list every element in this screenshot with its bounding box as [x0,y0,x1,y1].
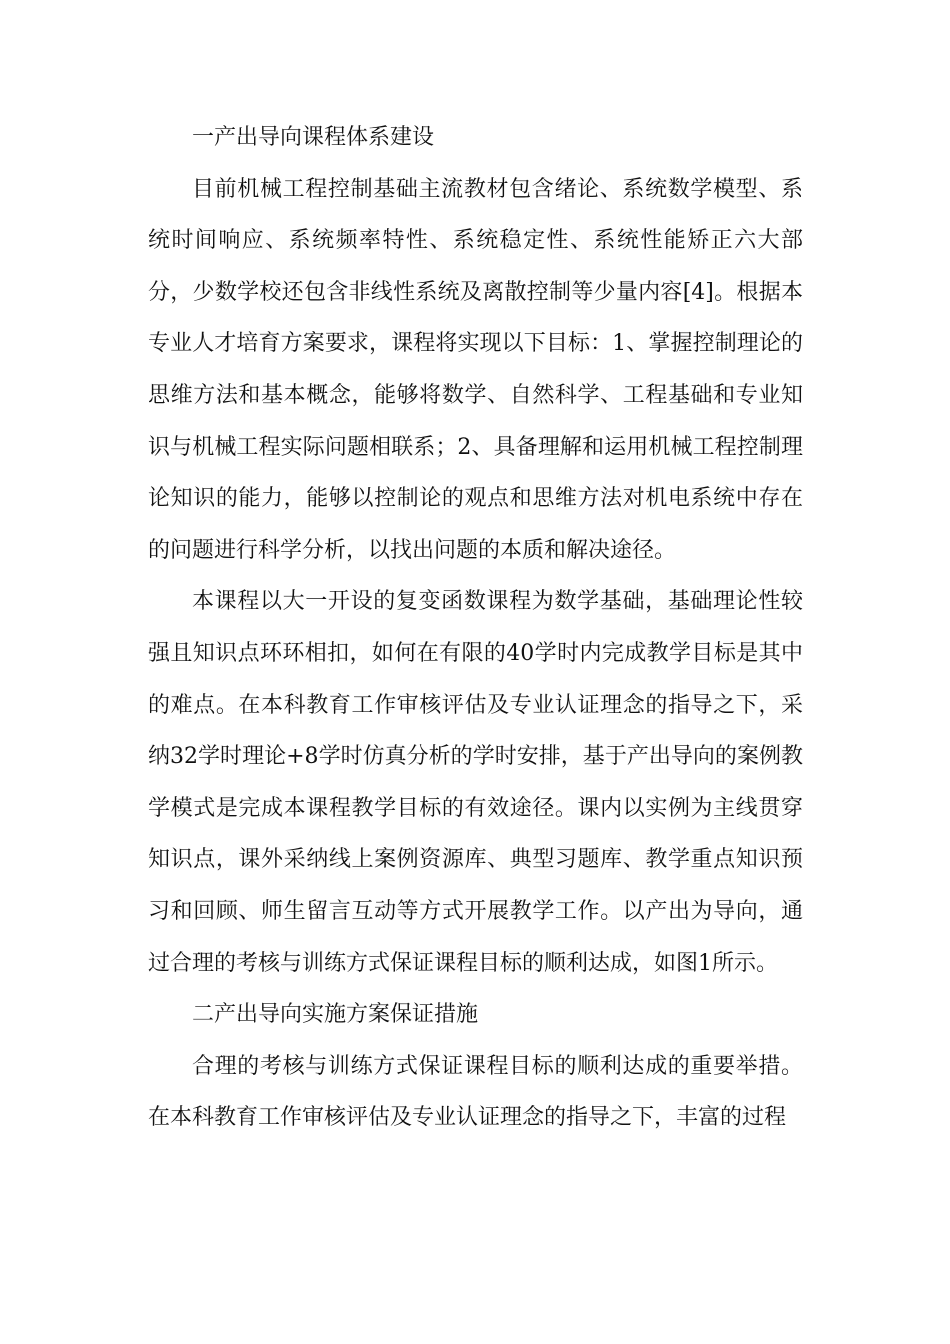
section-heading-1: 一产出导向课程体系建设 [192,125,435,150]
document-page [148,112,803,1144]
paragraph-1: 目前机械工程控制基础主流教材包含绪论、系统数学模型、系统时间响应、系统频率特性、系统稳定性、系统性能矫正六大部分，少数学校还包含非线性系统及离散控制等少量内容[4]。根据本专业人才培育方案要求，课程将实现以下目标：1、掌握控制理论的思维方法和基本概念，能够将数学、自然科学、工程基础和专业知识与机械工程实际问题相联系；2、具备理解和运用机械工程控制理论知识的能力，能够以控制论的观点和思维方法对机电系统中存在的问题进行科学分析，以找出问题的本质和解决途径。 [148,176,803,563]
section-heading-2: 二产出导向实施方案保证措施 [192,1002,479,1028]
paragraph-3: 合理的考核与训练方式保证课程目标的顺利达成的重要举措。在本科教育工作审核评估及专业认证理念的指导之下，丰富的过程 [148,1053,803,1131]
paragraph-2: 本课程以大一开设的复变函数课程为数学基础，基础理论性较强且知识点环环相扣，如何在有限的40学时内完成教学目标是其中的难点。在本科教育工作审核评估及专业认证理念的指导之下，采纳32学时理论+8学时仿真分析的学时安排，基于产出导向的案例教学模式是完成本课程教学目标的有效途径。课内以实例为主线贯穿知识点，课外采纳线上案例资源库、典型习题库、教学重点知识预习和回顾、师生留言互动等方式开展教学工作。以产出为导向，通过合理的考核与训练方式保证课程目标的顺利达成，如图1所示。 [148,589,803,976]
